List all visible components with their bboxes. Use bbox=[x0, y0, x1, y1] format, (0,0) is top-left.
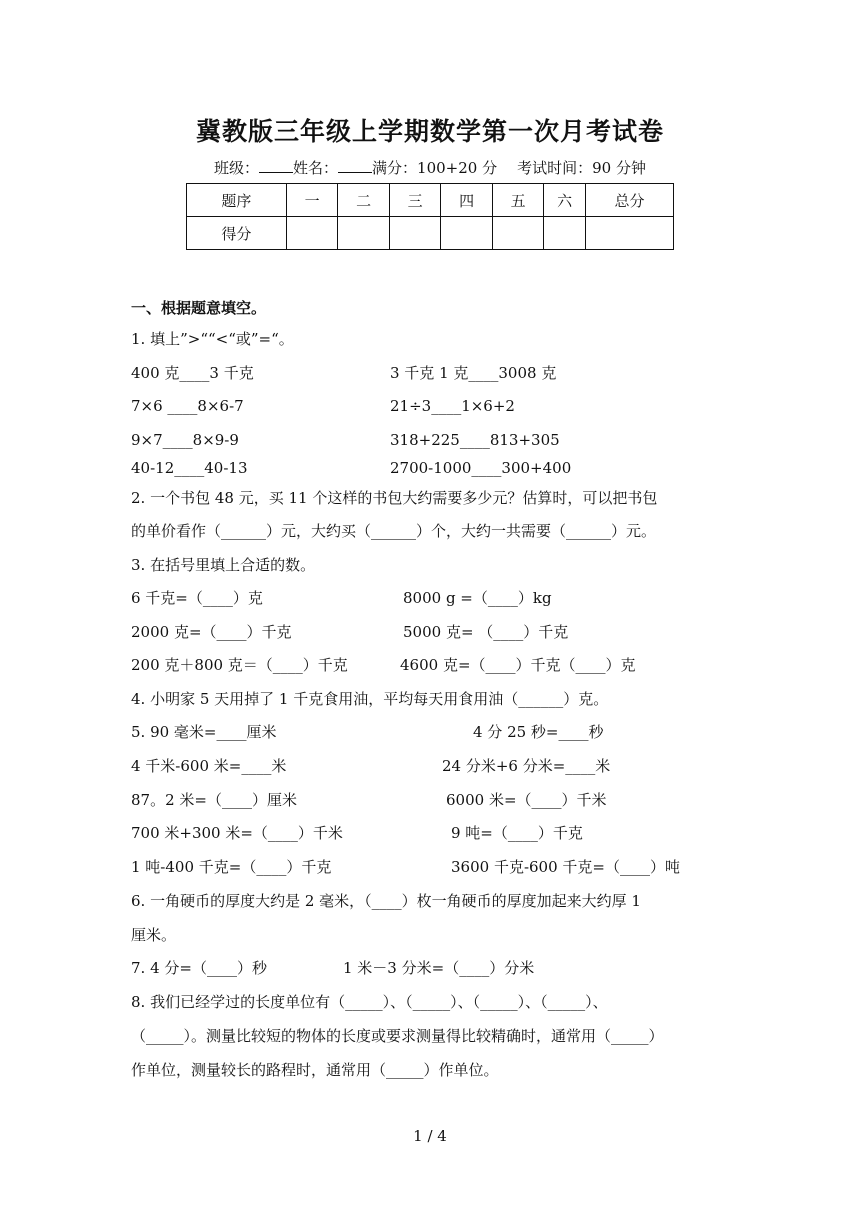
score-header-cell: 总分 bbox=[585, 184, 673, 217]
score-table-score-row bbox=[187, 217, 674, 250]
page-number: 1 / 4 bbox=[413, 1127, 447, 1145]
score-header-cell: 题序 bbox=[187, 184, 287, 217]
score-cell[interactable] bbox=[492, 217, 544, 250]
score-table-header-row bbox=[187, 184, 674, 217]
question-1-item: 3 千克 1 克____3008 克 bbox=[390, 364, 557, 382]
question-5-item: 700 米+300 米=（____）千米 bbox=[131, 824, 343, 842]
page-title: 冀教版三年级上学期数学第一次月考试卷 bbox=[195, 117, 664, 146]
question-5-item: 24 分米+6 分米=____米 bbox=[442, 757, 611, 775]
question-1-item: 21÷3____1×6+2 bbox=[390, 397, 515, 415]
question-6-line: 厘米。 bbox=[131, 926, 177, 944]
question-5-item: 3600 千克-600 千克=（____）吨 bbox=[451, 858, 680, 876]
score-cell[interactable] bbox=[585, 217, 673, 250]
question-5-item: 87。2 米=（____）厘米 bbox=[131, 791, 297, 809]
question-1-item: 40-12____40-13 bbox=[131, 459, 248, 477]
question-5-item: 1 吨-400 千克=（____）千克 bbox=[131, 858, 332, 876]
question-3-item: 200 克＋800 克＝（____）千克 bbox=[131, 656, 348, 674]
question-1-item: 400 克____3 千克 bbox=[131, 364, 254, 382]
question-5-item: 6000 米=（____）千米 bbox=[446, 791, 607, 809]
question-5-item: 5. 90 毫米=____厘米 bbox=[131, 723, 277, 741]
question-1-prompt: 1. 填上”>““<“或”=“。 bbox=[131, 330, 294, 348]
question-5-item: 4 千米-600 米=____米 bbox=[131, 757, 287, 775]
score-row-label: 得分 bbox=[187, 217, 287, 250]
score-cell[interactable] bbox=[544, 217, 586, 250]
score-header-cell: 一 bbox=[286, 184, 338, 217]
question-2-line: 的单价看作（______）元，大约买（______）个，大约一共需要（______）元。 bbox=[131, 522, 657, 540]
score-header-cell: 四 bbox=[441, 184, 493, 217]
class-blank bbox=[259, 158, 293, 173]
question-8-line: 8. 我们已经学过的长度单位有（_____）、（_____）、（_____）、（_____）、 bbox=[131, 993, 608, 1011]
exam-info bbox=[0, 157, 860, 178]
question-8-line: 作单位，测量较长的路程时，通常用（_____）作单位。 bbox=[131, 1061, 499, 1079]
question-3-item: 2000 克=（____）千克 bbox=[131, 623, 292, 641]
question-3-prompt: 3. 在括号里填上合适的数。 bbox=[131, 556, 316, 574]
question-6-line: 6. 一角硬币的厚度大约是 2 毫米，（____）枚一角硬币的厚度加起来大约厚 1 bbox=[131, 892, 641, 910]
question-5-item: 9 吨=（____）千克 bbox=[451, 824, 583, 842]
question-1-item: 9×7____8×9-9 bbox=[131, 431, 239, 449]
question-3-item: 8000 g =（____）kg bbox=[403, 589, 552, 607]
name-label: 姓名： bbox=[293, 159, 339, 177]
score-header-cell: 六 bbox=[544, 184, 586, 217]
question-3-item: 6 千克=（____）克 bbox=[131, 589, 263, 607]
score-header-cell: 三 bbox=[389, 184, 441, 217]
question-1-item: 2700-1000____300+400 bbox=[390, 459, 572, 477]
score-cell[interactable] bbox=[338, 217, 390, 250]
score-cell[interactable] bbox=[286, 217, 338, 250]
question-3-item: 5000 克= （____）千克 bbox=[403, 623, 569, 641]
question-7-item: 1 米－3 分米=（____）分米 bbox=[343, 959, 535, 977]
question-1-item: 7×6 ____8×6-7 bbox=[131, 397, 244, 415]
class-label: 班级： bbox=[214, 159, 260, 177]
score-header-cell: 五 bbox=[492, 184, 544, 217]
full-score: 满分：100+20 分 bbox=[372, 159, 498, 177]
question-1-item: 318+225____813+305 bbox=[390, 431, 560, 449]
score-table bbox=[186, 183, 674, 250]
question-4: 4. 小明家 5 天用掉了 1 千克食用油，平均每天用食用油（______）克。 bbox=[131, 690, 609, 708]
question-2-line: 2. 一个书包 48 元，买 11 个这样的书包大约需要多少元？估算时，可以把书包 bbox=[131, 489, 658, 507]
score-cell[interactable] bbox=[441, 217, 493, 250]
section-heading: 一、根据题意填空。 bbox=[131, 299, 267, 317]
score-header-cell: 二 bbox=[338, 184, 390, 217]
score-cell[interactable] bbox=[389, 217, 441, 250]
question-7-item: 7. 4 分=（____）秒 bbox=[131, 959, 267, 977]
exam-time: 考试时间：90 分钟 bbox=[517, 159, 646, 177]
name-blank bbox=[338, 158, 372, 173]
question-5-item: 4 分 25 秒=____秒 bbox=[473, 723, 604, 741]
question-8-line: （_____）。测量比较短的物体的长度或要求测量得比较精确时，通常用（_____） bbox=[131, 1027, 664, 1045]
question-3-item: 4600 克=（____）千克（____）克 bbox=[400, 656, 636, 674]
